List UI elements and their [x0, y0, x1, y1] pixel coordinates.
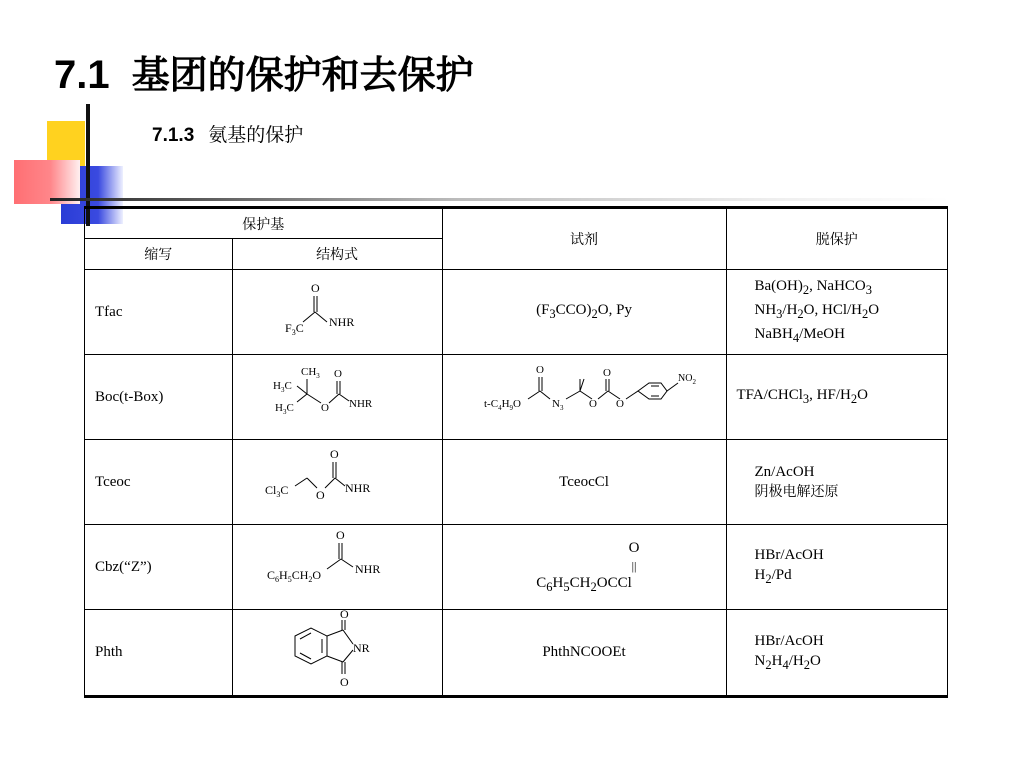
title-number: 7.1 [54, 53, 110, 97]
deprotection-line: TFA/CHCl$_3$, $HF/H_2O$ [736, 387, 868, 406]
structure-cell [232, 610, 442, 697]
reagent-cell: $(F_3CCO)_2O$, Py [442, 270, 726, 355]
atom-label: O [336, 527, 345, 542]
table-row [85, 270, 948, 355]
atom-label: O [321, 401, 330, 414]
deprotection-line: 阴极电解还原 [754, 484, 839, 500]
table-row [85, 610, 948, 697]
atom-label: O [603, 366, 611, 379]
atom-label: $Cl_3C$ [265, 482, 289, 499]
deprotection-line: NaBH$_4$/MeOH [754, 326, 845, 345]
deprotection-cell [726, 525, 948, 610]
decor-horizontal-line [50, 198, 950, 201]
atom-label: NR [353, 641, 370, 655]
boc-reagent-structure [446, 357, 722, 433]
atom-label: NHR [329, 314, 355, 329]
atom-label: $C_6H_5CH_2O$ [267, 567, 322, 584]
atom-label: $t-C_4H_9O$ [484, 397, 521, 412]
header-structure: 结构式 [232, 239, 442, 270]
atom-label: O [589, 397, 597, 410]
abbr-cell: Boc(t-Box) [85, 355, 233, 440]
abbr-cell: Tfac [85, 270, 233, 355]
atom-label: O [340, 675, 349, 689]
boc-structure [237, 357, 437, 433]
subtitle-number: 7.1.3 [152, 125, 195, 146]
table-header-row [85, 208, 948, 239]
atom-label: NHR [355, 561, 381, 576]
atom-label: O [311, 280, 320, 295]
atom-label: O [330, 446, 339, 461]
structure-cell [232, 270, 442, 355]
slide-subtitle [152, 120, 303, 147]
title-text: 基团的保护和去保护 [131, 53, 474, 97]
atom-label: NHR [345, 480, 371, 495]
deprotection-cell [726, 270, 948, 355]
deprotection-line: $Ba(OH)_2$, NaHCO$_3$ [754, 278, 872, 297]
deprotection-line: HBr/AcOH [754, 547, 824, 563]
header-protecting-group: 保护基 [85, 208, 443, 239]
reagent-cell: TceocCl [442, 440, 726, 525]
atom-label: O [316, 487, 325, 502]
deprotection-line: HBr/AcOH [754, 632, 824, 649]
atom-label: $CH_3$ [301, 365, 320, 380]
tfac-structure [237, 272, 437, 348]
phth-structure [237, 610, 437, 690]
tceoc-structure [237, 442, 437, 518]
deprotection-line: $NH_3/H_2O$, HCl/$H_2O$ [754, 302, 880, 321]
structure-cell [232, 525, 442, 610]
reagent-carbonyl-o: O [628, 540, 640, 556]
atom-label: O [616, 397, 624, 410]
atom-label: O [334, 367, 343, 380]
deprotection-cell [726, 610, 948, 697]
reagent-cell [442, 525, 726, 610]
protecting-groups-table [84, 206, 948, 698]
header-deprotection: 脱保护 [726, 208, 948, 270]
atom-label: $H_3C$ [273, 379, 292, 394]
deprotection-cell [726, 440, 948, 525]
deprotection-line: Zn/AcOH [754, 464, 815, 480]
cbz-structure [237, 527, 437, 603]
structure-cell [232, 355, 442, 440]
abbr-cell: Phth [85, 610, 233, 697]
header-reagent: 试剂 [442, 208, 726, 270]
table-row [85, 525, 948, 610]
deprotection-line: $N_2H_4/H_2O$ [754, 652, 821, 672]
reagent-formula: $C_6H_5CH_2OCCl$ [536, 575, 632, 594]
reagent-double-bond: || [631, 559, 637, 573]
atom-label: O [536, 363, 544, 376]
header-abbreviation: 缩写 [85, 239, 233, 270]
deprotection-line: $H_2/Pd$ [754, 567, 792, 586]
atom-label: $F_3C$ [285, 320, 304, 337]
table-row [85, 355, 948, 440]
reagent-cell [442, 355, 726, 440]
atom-label: $H_3C$ [275, 401, 294, 416]
deprotection-cell [726, 355, 948, 440]
reagent-cell: PhthNCOOEt [442, 610, 726, 697]
table-row [85, 440, 948, 525]
abbr-cell: Tceoc [85, 440, 233, 525]
slide-title [54, 44, 474, 99]
abbr-cell: Cbz(“Z”) [85, 525, 233, 610]
atom-label: O [340, 610, 349, 621]
subtitle-text: 氨基的保护 [208, 124, 304, 146]
atom-label: $NO_2$ [678, 372, 696, 386]
atom-label: NHR [349, 397, 373, 410]
structure-cell [232, 440, 442, 525]
atom-label: $N_3$ [552, 397, 564, 412]
